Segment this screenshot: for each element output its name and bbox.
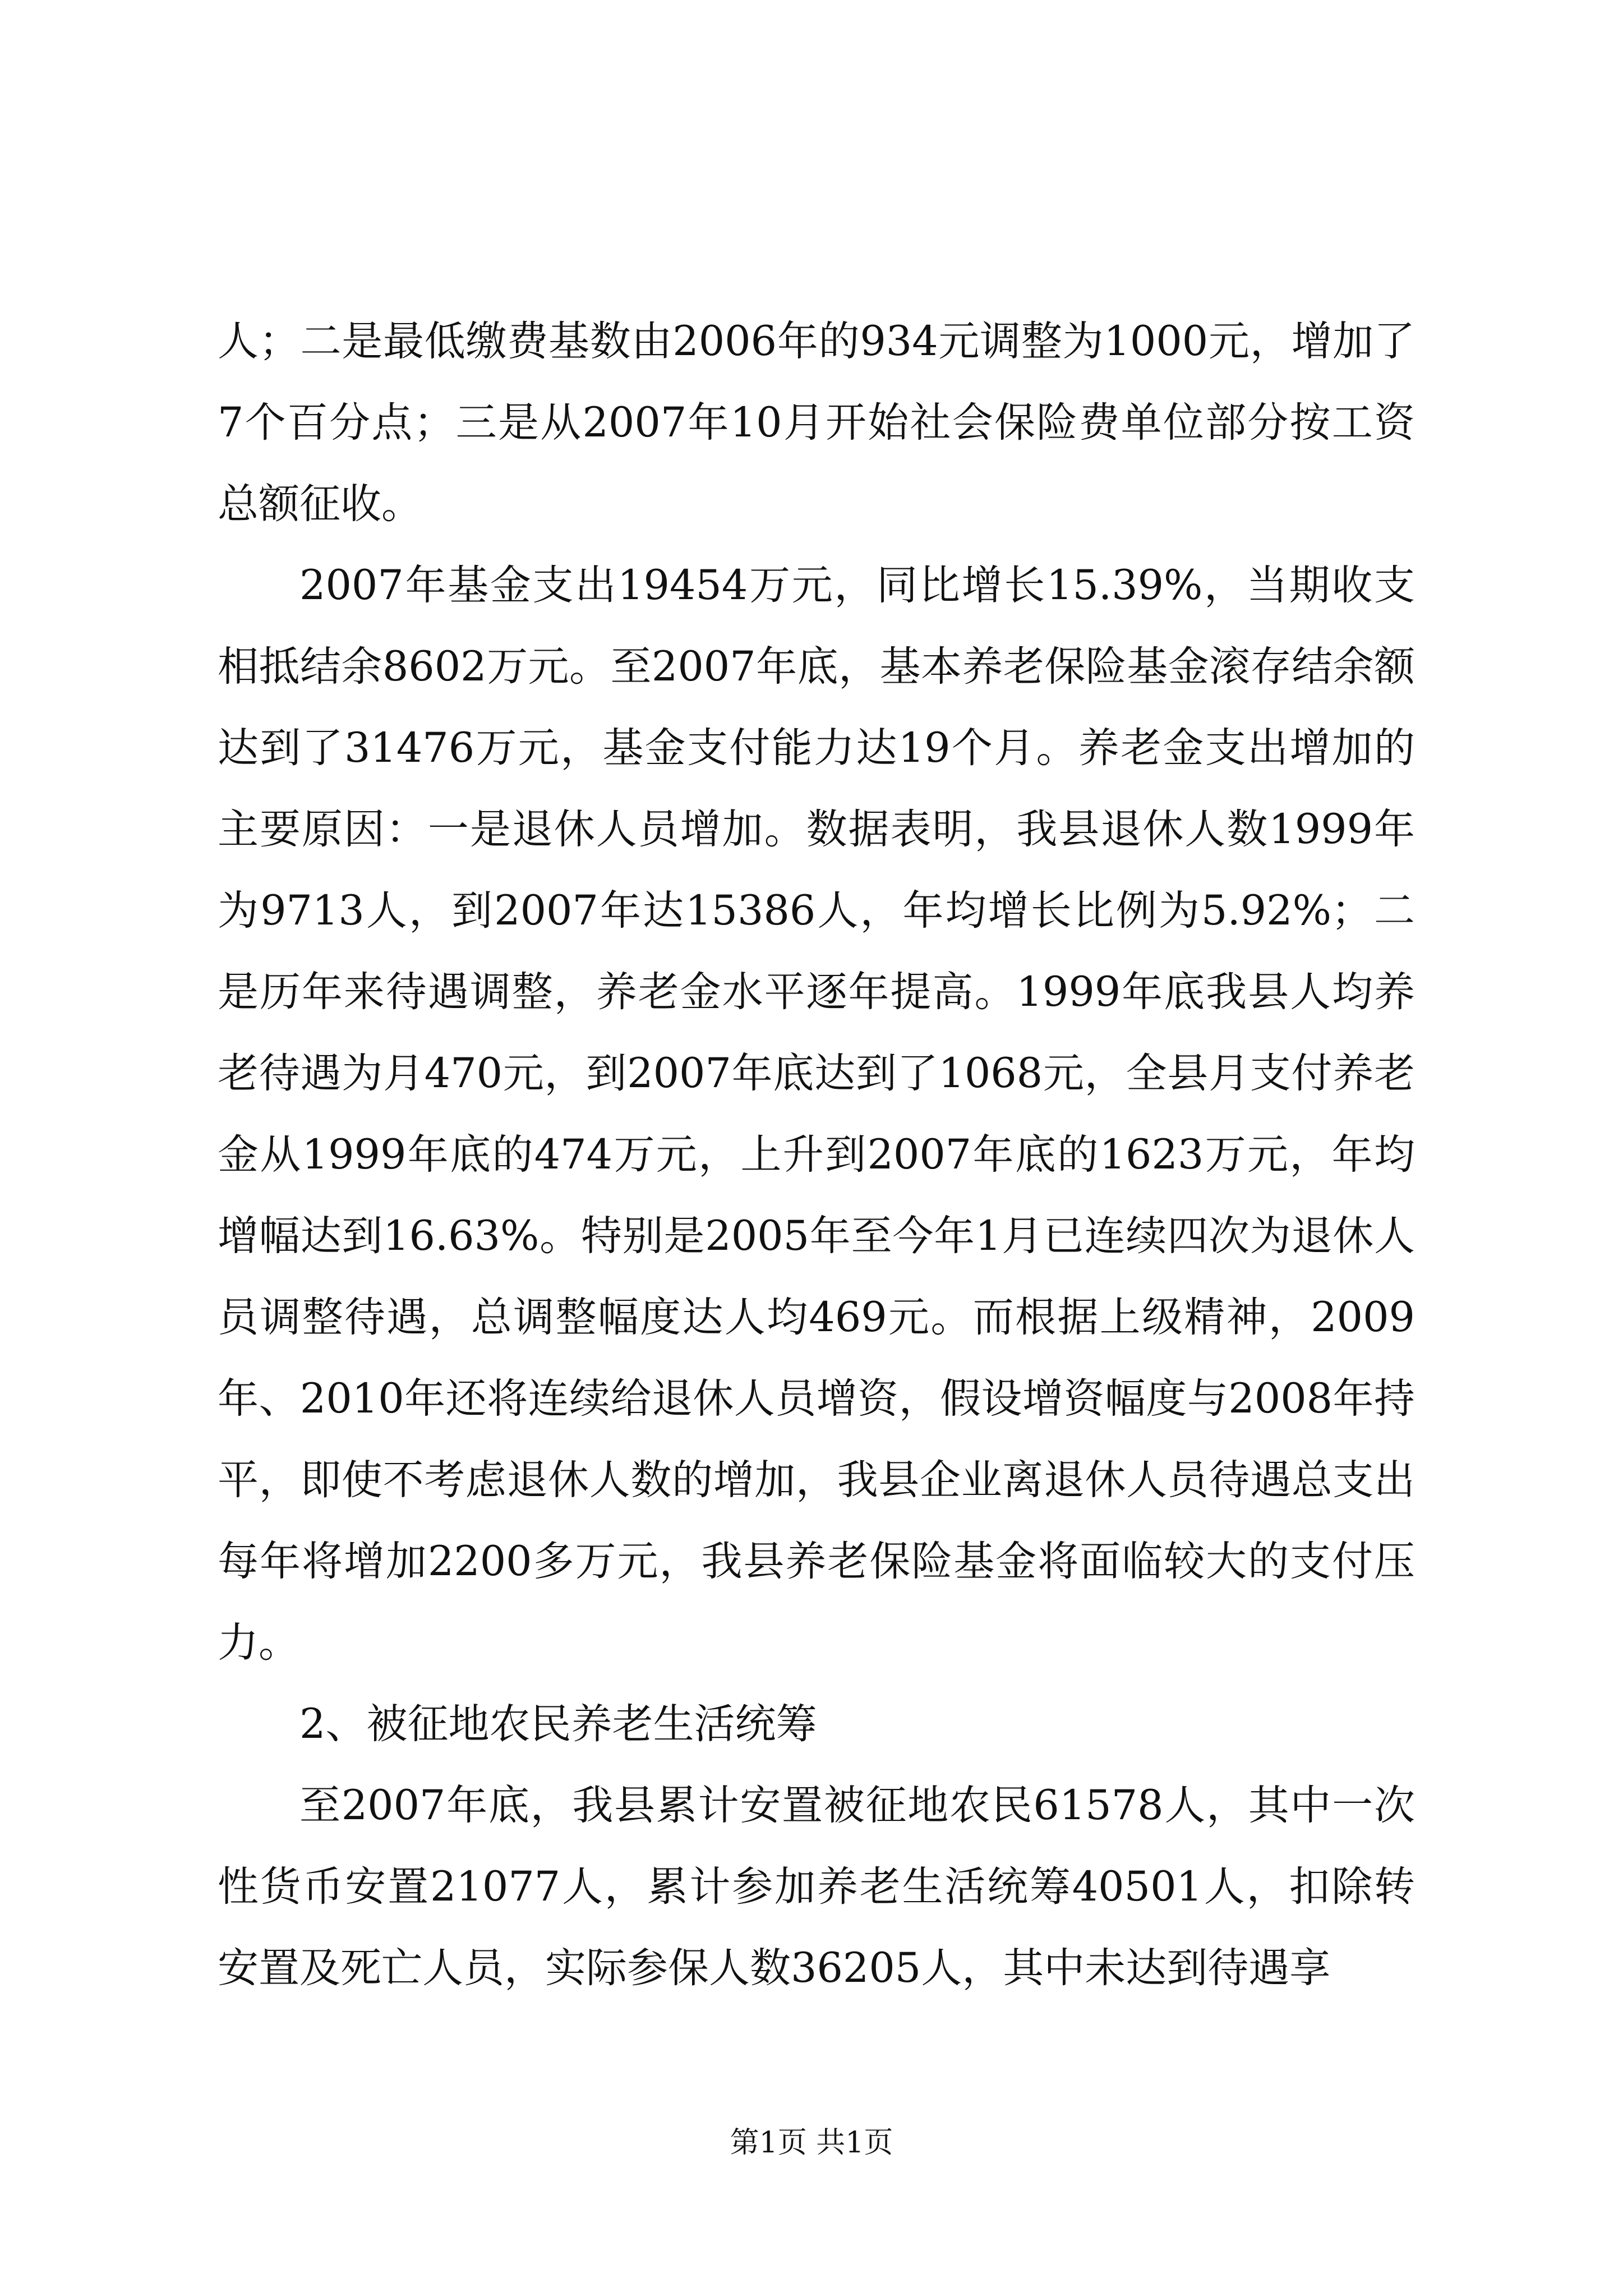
document-body <box>218 301 1415 2009</box>
page-footer: 第1页 共1页 <box>730 2126 893 2160</box>
section-heading-land-expropriated-farmers: 2、被征地农民养老生活统筹 <box>299 1700 817 1748</box>
paragraph-fund-expenditure: 2007年基金支出19454万元，同比增长15.39%，当期收支相抵结余8602万元。至2007年底，基本养老保险基金滚存结余额达到了31476万元，基金支付能力达19个月。养老金支出增加的主要原因：一是退休人员增加。数据表明，我县退休人数1999年为9713人，到2007年达15386人，年均增长比例为5.92%；二是历年来待遇调整，养老金水平逐年提高。1999年底我县人均养老待遇为月470元，到2007年底达到了1068元，全县月支付养老金从1999年底的474万元，上升到2007年底的1623万元，年均增幅达到16.63%。特别是2005年至今年1月已连续四次为退休人员调整待遇，总调整幅度达人均469元。而根据上级精神，2009年、2010年还将连续给退休人员增资，假设增资幅度与2008年持平，即使不考虑退休人数的增加，我县企业离退休人员待遇总支出每年将增加2200多万元，我县养老保险基金将面临较大的支付压力。 <box>218 562 1415 1667</box>
paragraph-farmers-placement: 至2007年底，我县累计安置被征地农民61578人，其中一次性货币安置21077人，累计参加养老生活统筹40501人，扣除转安置及死亡人员，实际参保人数36205人，其中未达到待遇享 <box>218 1782 1415 1992</box>
paragraph-continuation: 人；二是最低缴费基数由2006年的934元调整为1000元，增加了7个百分点；三是从2007年10月开始社会保险费单位部分按工资总额征收。 <box>218 318 1415 528</box>
